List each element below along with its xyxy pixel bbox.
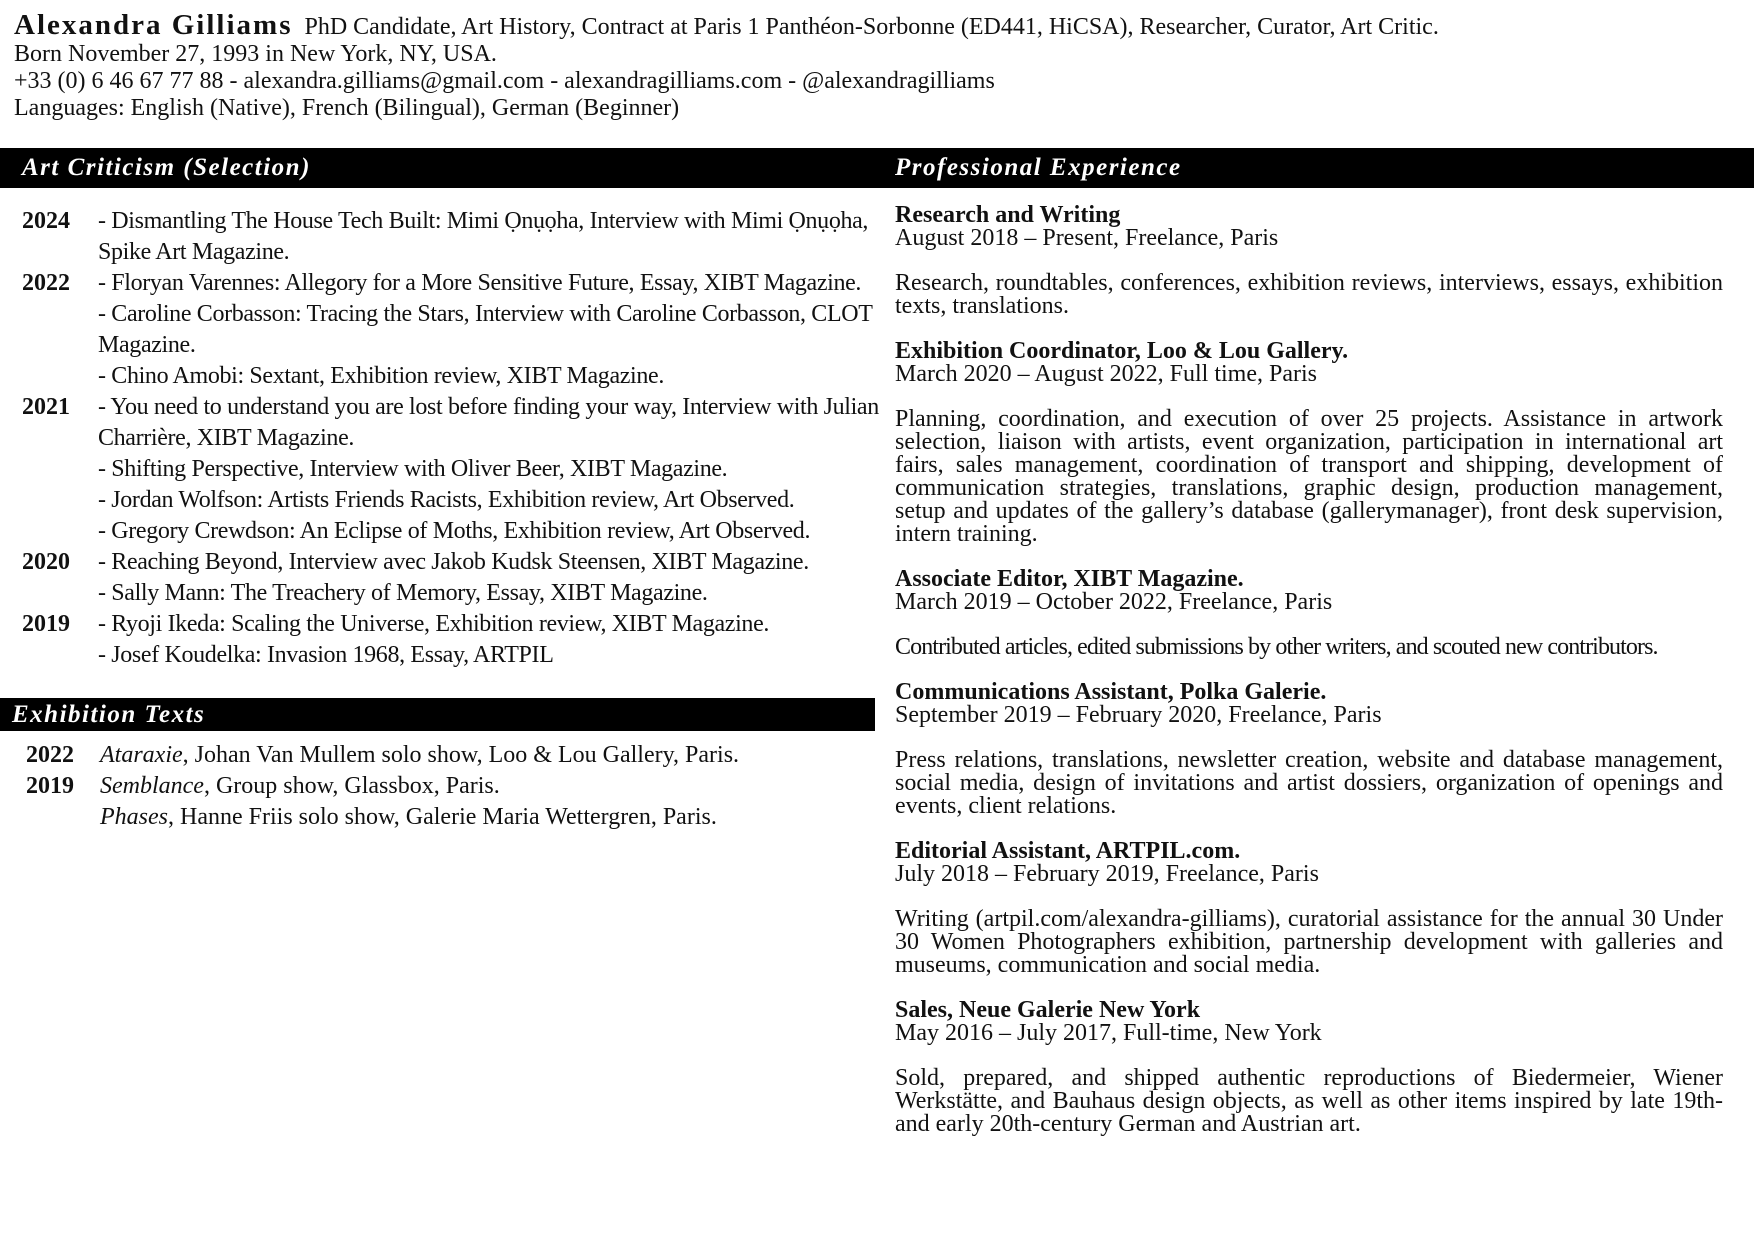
job-description: Planning, coordination, and execution of over 25 projects. Assistance in artwork selection, liaison with artists, event organization, participation in international art fairs, sales management, coordination of transport and shipping, development of communication strategies, translations, graphic design, production management, setup and updates of the gallery’s database (gallerymanager), front desk supervision, intern training.	[895, 406, 1723, 547]
criticism-entry: - Ryoji Ikeda: Scaling the Universe, Exhibition review, XIBT Magazine.	[98, 611, 770, 637]
job-title: Editorial Assistant, ARTPIL.com.	[895, 838, 1241, 864]
criticism-entry: - Caroline Corbasson: Tracing the Stars, Interview with Caroline Corbasson, CLOT Magazine.	[98, 301, 873, 358]
year-label: 2020	[22, 549, 70, 575]
entry-list	[98, 392, 882, 547]
job-entry	[895, 681, 1723, 818]
year-label: 2021	[22, 394, 70, 420]
cv-header	[14, 9, 1714, 122]
criticism-entry: - You need to understand you are lost before finding your way, Interview with Julian Charrière, XIBT Magazine.	[98, 394, 879, 451]
criticism-list	[22, 206, 882, 671]
candidate-name: Alexandra Gilliams	[14, 9, 293, 41]
criticism-entry: - Sally Mann: The Treachery of Memory, Essay, XIBT Magazine.	[98, 580, 708, 606]
entry-list	[100, 740, 886, 771]
experience-list	[895, 204, 1723, 1158]
job-entry	[895, 840, 1723, 977]
job-entry	[895, 568, 1723, 659]
contact-info: +33 (0) 6 46 67 77 88 - alexandra.gilliams@gmail.com - alexandragilliams.com - @alexandragilliams	[14, 68, 995, 94]
criticism-entry: - Dismantling The House Tech Built: Mimi Ọnụọha, Interview with Mimi Ọnụọha, Spike Art Magazine.	[98, 208, 869, 265]
languages-info: Languages: English (Native), French (Bilingual), German (Beginner)	[14, 95, 680, 121]
job-description: Research, roundtables, conferences, exhibition reviews, interviews, essays, exhibition texts, translations.	[895, 270, 1723, 319]
exhibition-details: , Johan Van Mullem solo show, Loo & Lou Gallery, Paris.	[182, 742, 740, 768]
criticism-entry: - Reaching Beyond, Interview avec Jakob Kudsk Steensen, XIBT Magazine.	[98, 549, 809, 575]
year-group	[22, 268, 882, 392]
header-name-line	[14, 9, 1714, 41]
job-entry	[895, 204, 1723, 318]
job-entry	[895, 340, 1723, 546]
year-label: 2019	[26, 773, 74, 799]
job-title: Research and Writing	[895, 202, 1121, 228]
job-description: Press relations, translations, newsletter creation, website and database management, social media, design of invitations and artist dossiers, organization of openings and events, client relations.	[895, 747, 1723, 819]
job-description: Writing (artpil.com/alexandra-gilliams), curatorial assistance for the annual 30 Under 30 Women Photographers exhibition, partnership development with galleries and museums, communication and social media.	[895, 906, 1723, 978]
entry-list	[100, 771, 886, 833]
exhibition-title: Semblance	[100, 773, 204, 799]
job-description: Contributed articles, edited submissions by other writers, and scouted new contributors.	[895, 634, 1658, 660]
year-group	[22, 206, 882, 268]
exhibition-title: Ataraxie	[100, 742, 183, 768]
year-group	[22, 392, 882, 547]
job-title: Sales, Neue Galerie New York	[895, 997, 1201, 1023]
job-dates: March 2019 – October 2022, Freelance, Paris	[895, 589, 1333, 615]
exhibition-entry	[100, 740, 886, 771]
job-title: Associate Editor, XIBT Magazine.	[895, 566, 1244, 592]
criticism-entry: - Chino Amobi: Sextant, Exhibition review, XIBT Magazine.	[98, 363, 664, 389]
job-entry	[895, 999, 1723, 1136]
year-group	[26, 771, 886, 833]
criticism-entry: - Floryan Varennes: Allegory for a More Sensitive Future, Essay, XIBT Magazine.	[98, 270, 862, 296]
exhibition-entry	[100, 771, 886, 802]
exhibition-entry	[100, 802, 886, 833]
job-title: Communications Assistant, Polka Galerie.	[895, 679, 1327, 705]
year-group	[22, 547, 882, 609]
criticism-entry: - Josef Koudelka: Invasion 1968, Essay, ARTPIL	[98, 642, 554, 668]
exhibition-details: , Hanne Friis solo show, Galerie Maria Wettergren, Paris.	[168, 804, 717, 830]
job-description: Sold, prepared, and shipped authentic reproductions of Biedermeier, Wiener Werkstätte, and Bauhaus design objects, as well as other items inspired by late 19th- and early 20th-century German and Austrian art.	[895, 1065, 1723, 1137]
job-title: Exhibition Coordinator, Loo & Lou Gallery.	[895, 338, 1349, 364]
exhibitions-section-title: Exhibition Texts	[12, 701, 206, 728]
criticism-section-title: Art Criticism (Selection)	[22, 154, 311, 181]
job-dates: September 2019 – February 2020, Freelance, Paris	[895, 702, 1382, 728]
entry-list	[98, 268, 882, 392]
exhibitions-list	[26, 740, 886, 833]
year-label: 2019	[22, 611, 70, 637]
job-dates: July 2018 – February 2019, Freelance, Paris	[895, 861, 1319, 887]
criticism-entry: - Jordan Wolfson: Artists Friends Racists, Exhibition review, Art Observed.	[98, 487, 795, 513]
candidate-tagline: PhD Candidate, Art History, Contract at Paris 1 Panthéon-Sorbonne (ED441, HiCSA), Researcher, Curator, Art Critic.	[304, 14, 1439, 40]
criticism-entry: - Gregory Crewdson: An Eclipse of Moths, Exhibition review, Art Observed.	[98, 518, 811, 544]
exhibitions-section-bar	[0, 698, 875, 731]
year-label: 2022	[26, 742, 74, 768]
section-bar	[0, 148, 1754, 188]
year-group	[22, 609, 882, 671]
entry-list	[98, 547, 882, 609]
job-dates: March 2020 – August 2022, Full time, Paris	[895, 361, 1317, 387]
birth-info: Born November 27, 1993 in New York, NY, USA.	[14, 41, 497, 67]
job-dates: May 2016 – July 2017, Full-time, New York	[895, 1020, 1322, 1046]
entry-list	[98, 206, 882, 268]
year-label: 2024	[22, 208, 70, 234]
exhibition-details: , Group show, Glassbox, Paris.	[203, 773, 500, 799]
job-dates: August 2018 – Present, Freelance, Paris	[895, 225, 1279, 251]
year-group	[26, 740, 886, 771]
exhibition-title: Phases	[100, 804, 168, 830]
criticism-entry: - Shifting Perspective, Interview with Oliver Beer, XIBT Magazine.	[98, 456, 728, 482]
entry-list	[98, 609, 882, 671]
experience-section-title: Professional Experience	[895, 154, 1182, 181]
year-label: 2022	[22, 270, 70, 296]
